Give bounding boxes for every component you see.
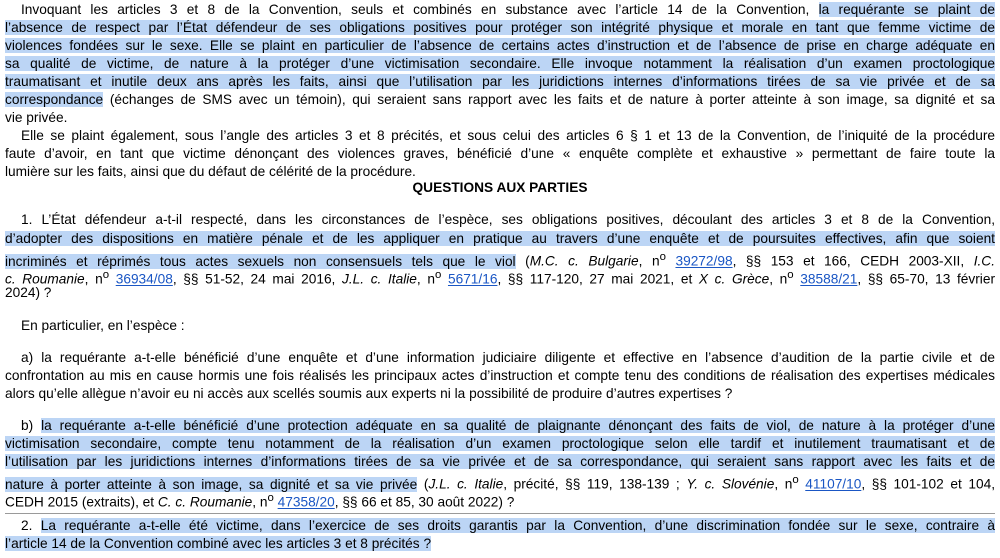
selected-text[interactable]: d’adopter des dispositions en matière pénale et de les appliquer en pratique au travers d’une enquête et de poursuites effectives, afin que soient	[5, 231, 995, 246]
selected-text[interactable]: correspondance	[5, 92, 104, 107]
selected-text[interactable]: sa qualité de victime, de nature à la protéger d’une victimisation secondaire. Elle invoque notamment la réalisation d’un examen proctologique	[5, 56, 995, 71]
case-link[interactable]: 38588/21	[800, 271, 858, 287]
separator-rule	[5, 513, 995, 514]
q1-line-4: c. Roumanie, $n^o$ 36934/08, §§ 51-52, 24 mai 2016, J.L. c. Italie, $n^o$ 5671/16, §§ 117-120, 27 mai 2021, et X c. Grèce, $n^o$ 38588/21, §§ 65-70, 13 février	[5, 269, 996, 287]
selected-text[interactable]: nature à porter atteinte à son image, sa dignité et sa vie privée	[5, 476, 418, 492]
selected-text[interactable]: traumatisant et inutile deux ans après les faits, ainsi que l’utilisation par les juridictions internes d’informations tirées de sa vie privée et de sa	[5, 74, 995, 89]
case-link[interactable]: 36934/08	[115, 271, 173, 287]
case-link[interactable]: 47358/20	[277, 494, 335, 510]
q1-line-2	[5, 229, 995, 249]
case-link[interactable]: 5671/16	[447, 271, 498, 287]
qb-line-1: b) la requérante a-t-elle bénéficié d’une protection adéquate en sa qualité de plaignante dénonçant des faits de viol, de nature à la protéger d’une	[21, 418, 995, 433]
qa-line-3: alors qu’elle allègue n’avoir eu ni accès aux scellés soumis aux experts ni la possibilité de produire d’autres expertises ?	[5, 386, 733, 401]
p1-line-2	[5, 18, 995, 38]
q1-line-3: incriminés et réprimés tous actes sexuels non consensuels tels que le viol (M.C. c. Bulgarie, $n^o$ 39272/98, §§ 153 et 166, CEDH 2003-XII, I.C.	[5, 251, 995, 269]
qb-line-2	[5, 434, 995, 454]
selected-text[interactable]: l’utilisation par les juridictions internes d’informations tirées de sa vie privée et de sa correspondance, qui seraient sans rapport avec les faits et de	[5, 454, 995, 469]
p2-line-2: faute d’avoir, en tant que victime dénonçant des violences graves, bénéficié d’une « enquête complète et exhaustive » permettant de faire toute la	[5, 146, 995, 161]
selected-text[interactable]: victimisation secondaire, compte tenu notamment de la réalisation d’un examen proctologique selon elle tardif et inutilement traumatisant et de	[5, 436, 995, 451]
qb-line-5: CEDH 2015 (extraits), et C. c. Roumanie, $n^o$ 47358/20, §§ 66 et 85, 30 août 2022) ?	[5, 492, 515, 510]
selected-text[interactable]: La requérante a-t-elle été victime, dans l’exercice de ses droits garantis par la Convention, d’une discrimination fondée sur le sexe, contraire à	[40, 518, 995, 533]
p2-line-1: Elle se plaint également, sous l’angle des articles 3 et 8 précités, et sous celui des articles 6 § 1 et 13 de la Convention, de l’iniquité de la procédure	[21, 128, 995, 143]
q1-line-5: 2024) ?	[5, 285, 52, 300]
selected-text[interactable]: incriminés et réprimés tous actes sexuels non consensuels tels que le viol	[5, 253, 516, 269]
p2-line-3: lumière sur les faits, ainsi que du défaut de célérité de la procédure.	[5, 164, 416, 179]
qb-line-3	[5, 452, 995, 472]
particulier-line: En particulier, en l’espèce :	[21, 318, 185, 333]
selected-text[interactable]: la requérante a-t-elle bénéficié d’une protection adéquate en sa qualité de plaignante dénonçant des faits de viol, de nature à la protéger d’une	[41, 418, 995, 433]
selected-text[interactable]: violences fondées sur le sexe. Elle se plaint en particulier de l’absence de certains actes d’instruction et de l’absence de prise en charge adéquate en	[5, 38, 995, 53]
selected-text[interactable]: la requérante se plaint de	[818, 2, 995, 17]
p1-line-3	[5, 36, 995, 56]
selected-text[interactable]: l’absence de respect par l’État défendeur de ses obligations positives pour protéger son intégrité physique et morale en tant que femme victime de	[5, 20, 995, 35]
p1-line-6: correspondance (échanges de SMS avec un témoin), qui seraient sans rapport avec les faits et de nature à porter atteinte à son image, sa dignité et sa	[5, 92, 995, 107]
q2-line-1: 2. La requérante a-t-elle été victime, dans l’exercice de ses droits garantis par la Convention, d’une discrimination fondée sur le sexe, contraire à	[21, 518, 995, 533]
case-link[interactable]: 39272/98	[675, 253, 733, 269]
p1-line-4	[5, 54, 995, 74]
qa-line-2: confrontation au mis en cause hormis une fois réalisés les principaux actes d’instruction et compte tenu des conditions de réalisation des expertises médicales	[5, 368, 995, 383]
section-heading: QUESTIONS AUX PARTIES	[412, 180, 588, 195]
p1-line-1: Invoquant les articles 3 et 8 de la Convention, seuls et combinés en substance avec l’article 14 de la Convention, la requérante se plaint de	[21, 2, 995, 17]
selected-text[interactable]: l’article 14 de la Convention combiné avec les articles 3 et 8 précités ?	[5, 536, 432, 551]
case-link[interactable]: 41107/10	[805, 476, 862, 492]
qa-line-1: a) la requérante a-t-elle bénéficié d’une enquête et d’une information judiciaire diligente et effective en l’absence d’audition de la partie civile et de	[21, 350, 995, 365]
qb-line-4: nature à porter atteinte à son image, sa dignité et sa vie privée (J.L. c. Italie, précité, §§ 119, 138-139 ; Y. c. Slovénie, $n^o$ 41107/10, §§ 101-102 et 104,	[5, 474, 995, 492]
q1-line-1: 1. L’État défendeur a-t-il respecté, dans les circonstances de l’espèce, ses obligations positives, découlant des articles 3 et 8 de la Convention,	[21, 212, 995, 227]
p1-line-5	[5, 72, 995, 92]
p1-line-7: vie privée.	[5, 110, 68, 125]
q2-line-2	[5, 534, 995, 554]
